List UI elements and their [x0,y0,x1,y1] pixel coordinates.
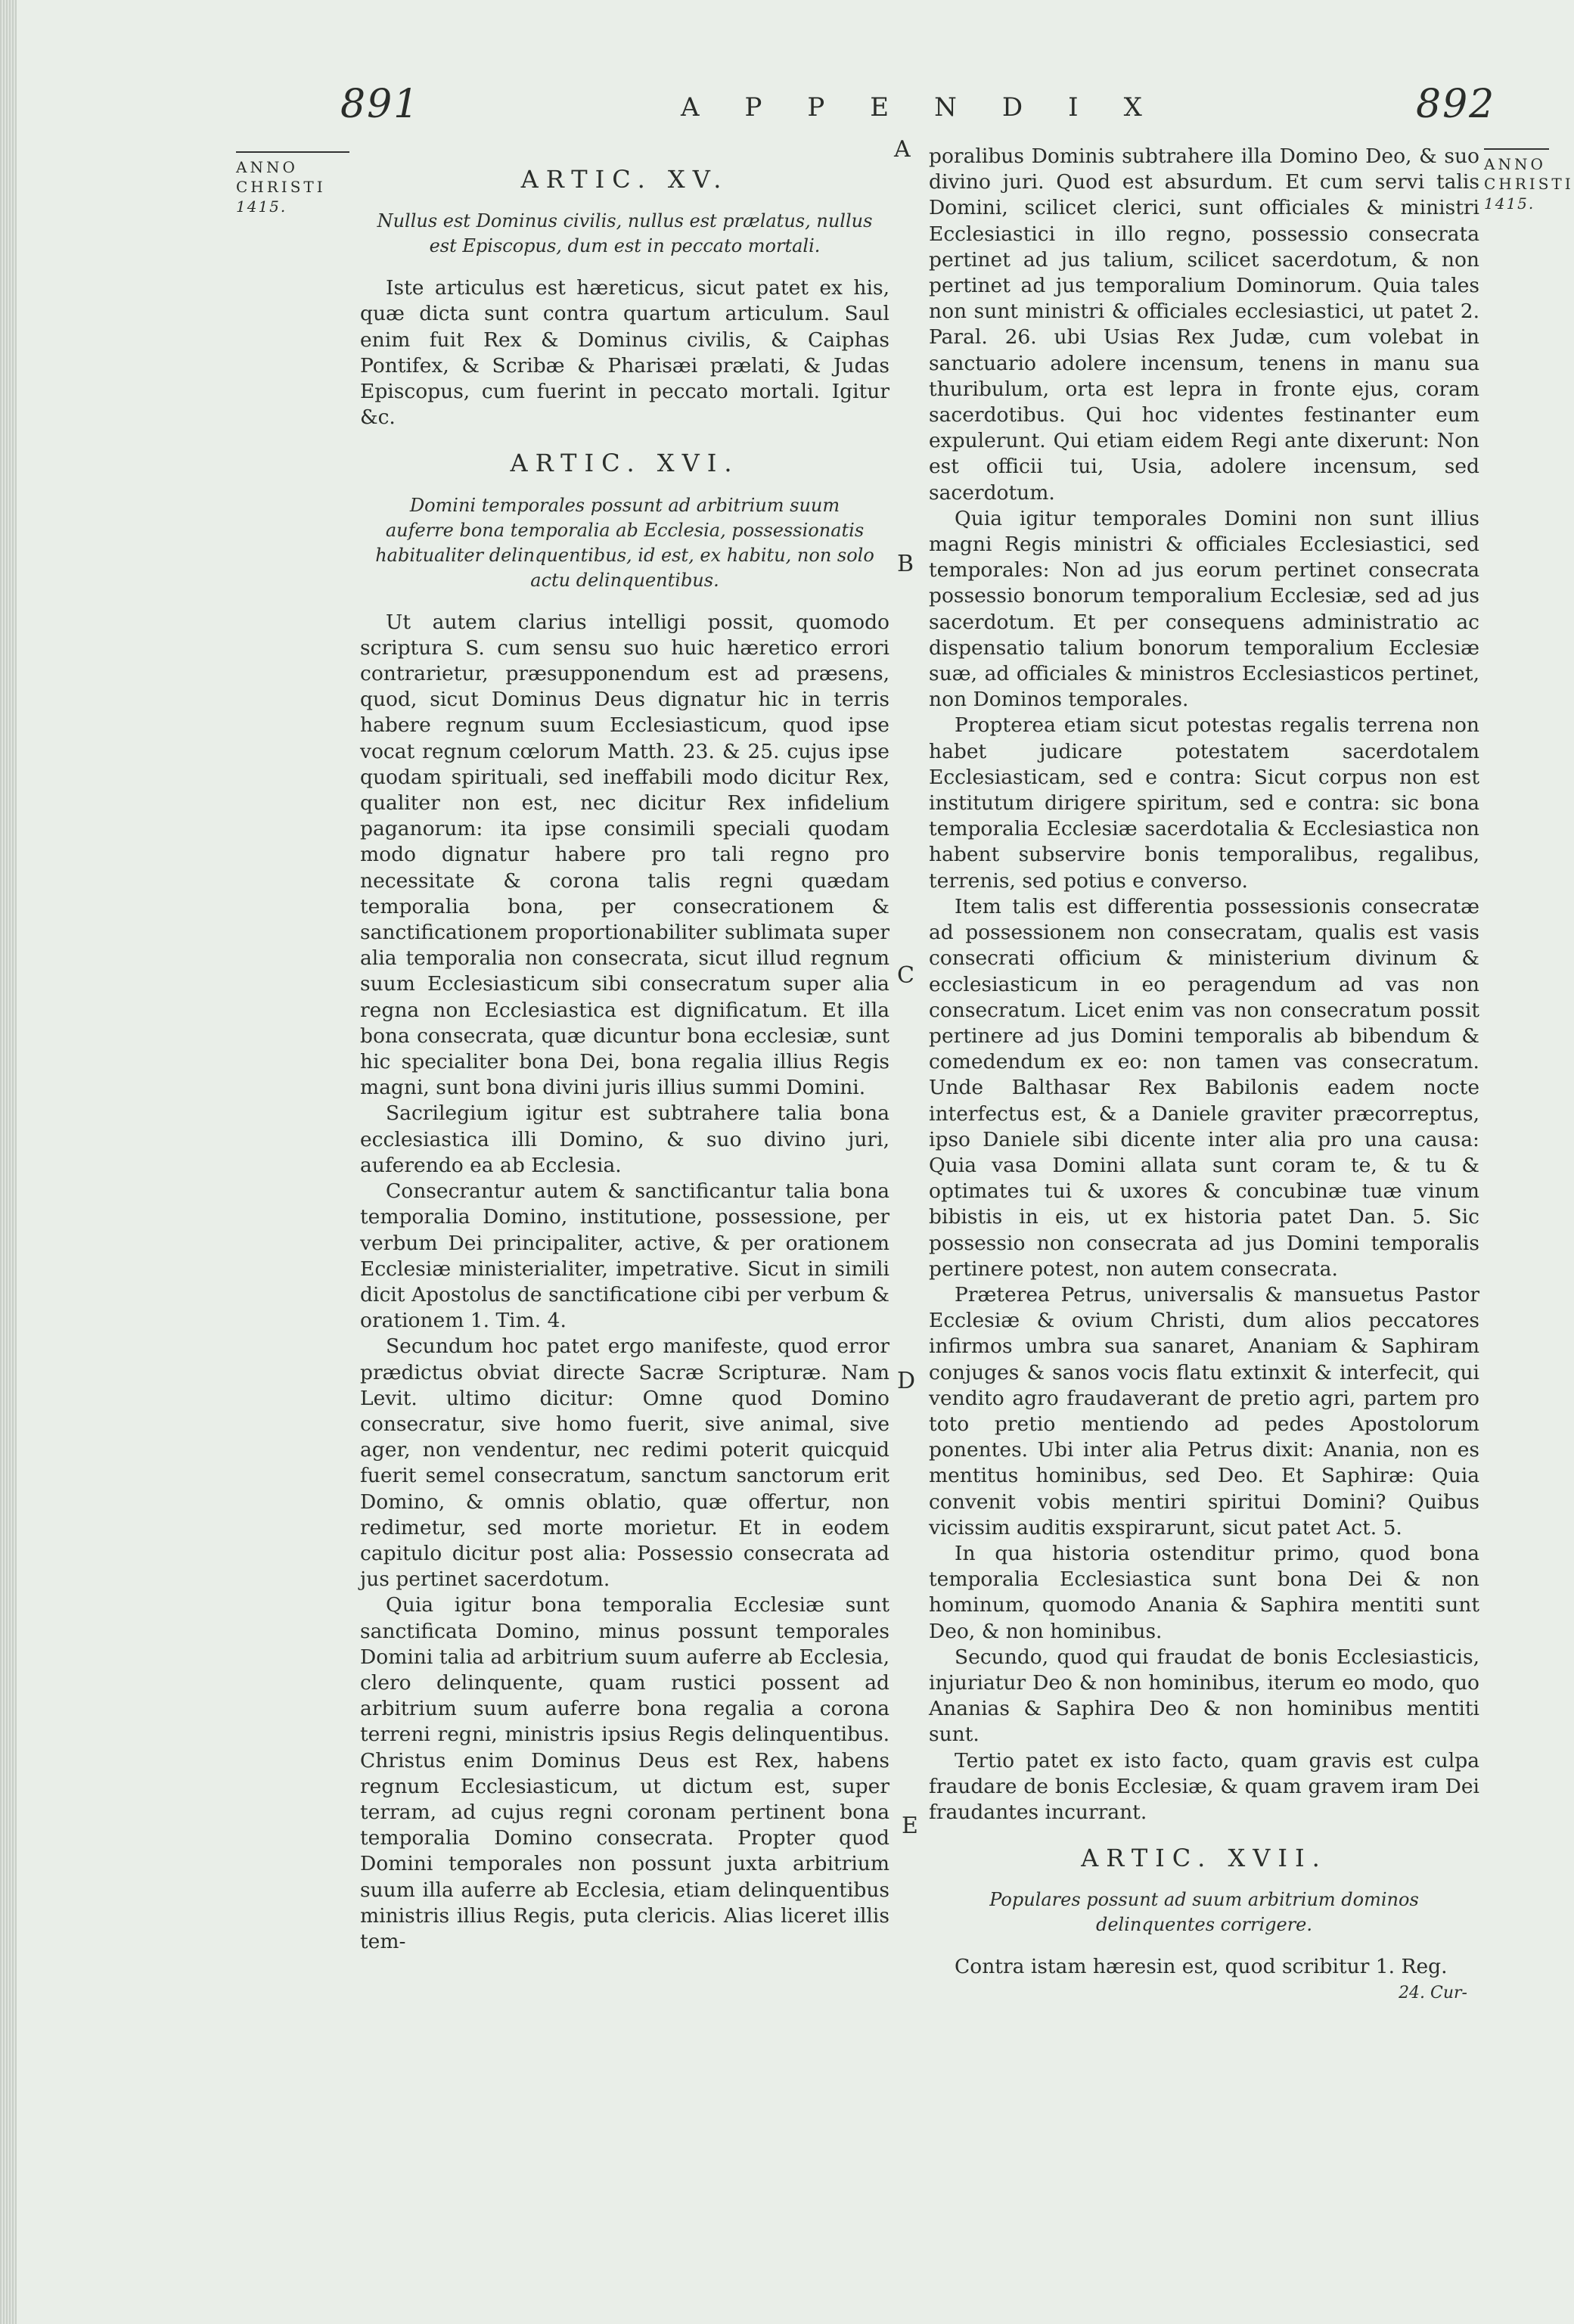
margin-year: 1415. [1484,194,1535,213]
book-page-edge [0,0,17,2324]
paragraph: Item talis est differentia possessionis consecratæ ad possessionem non consecratam, qualis est vasis consecrati officium & ministerium divinum & ecclesiasticum in eo peragendum ad vas non consecratum. Licet enim vas non consecratum possit pertinere ad jus Domini temporalis ab bibendum & comedendum ex eo: non tamen vas consecratum. Unde Balthasar Rex Babilonis eadem nocte interfectus est, & a Daniele graviter præcorreptus, ipso Daniele sibi dicente inter alia pro una causa: Quia vasa Domini allata sunt coram te, & tu & optimates tui & uxores & concubinæ tuæ vinum bibistis in eis, ut ex historia patet Dan. 5. Sic possessio non consecrata ad jus Domini temporalis pertinere potest, non autem consecrata. [929,894,1479,1281]
section-letter-c: C [897,962,914,989]
paragraph: Propterea etiam sicut potestas regalis terrena non habet judicare potestatem sacerdotalem Ecclesiasticam, sed e contra: Sicut corpus non est institutum dirigere spiritum, sed e contra: sic bona temporalia Ecclesiæ sacerdotalia & Ecclesiastica non habent subservire bonis temporalibus, regalibus, terrenis, sed potius e converso. [929,713,1479,893]
paragraph: Consecrantur autem & sanctificantur talia bona temporalia Domino, institutione, possessione, per verbum Dei principaliter, active, & per orationem Ecclesiæ ministerialiter, impetrative. Sicut in simili dicit Apostolus de sanctificatione cibi per verbum & orationem 1. Tim. 4. [360,1179,889,1333]
left-column [360,144,889,1955]
margin-label-anno: ANNO [236,158,298,176]
paragraph: In qua historia ostenditur primo, quod bona temporalia Ecclesiastica sunt bona Dei & non hominum, quomodo Anania & Saphira mentiti sunt Deo, & non hominibus. [929,1541,1479,1643]
paragraph: Secundo, quod qui fraudat de bonis Ecclesiasticis, injuriatur Deo & non hominibus, iterum eo modo, quo Ananias & Saphira Deo & non hominibus mentiti sunt. [929,1645,1479,1747]
margin-label-christi: CHRISTI [1484,175,1574,193]
article-heading: ARTIC. XVII. [1081,1844,1327,1873]
article-heading: ARTIC. XV. [520,165,729,194]
paragraph: Iste articulus est hæreticus, sicut patet ex his, quæ dicta sunt contra quartum articulum. Saul enim fuit Rex & Dominus civilis, & Caiphas Pontifex, & Scribæ & Pharisæi prælati, & Judas Episcopus, cum fuerint in peccato mortali. Igitur &c. [360,276,889,430]
paragraph: Quia igitur temporales Domini non sunt illius magni Regis ministri & officiales Ecclesiastici, sed temporales: Non ad jus eorum pertinet consecrata possessio bonorum temporalium Ecclesiæ, sed ad jus sacerdotum. Et per consequens administratio ac dispensatio talium bonorum temporalium Ecclesiæ suæ, ad officiales & ministros Ecclesiasticos pertinet, non Dominos temporales. [929,506,1479,712]
paragraph: Quia igitur bona temporalia Ecclesiæ sunt sanctificata Domino, minus possunt temporales Domini talia ad arbitrium suum auferre ab Ecclesia, clero delinquente, quam rustici possent ad arbitrium suum auferre bona regalia a corona terreni regni, ministris ipsius Regis delinquentibus. Christus enim Dominus Deus est Rex, habens regnum Ecclesiasticum, ut dictum est, super terram, ad cujus regni coronam pertinent bona temporalia Domino consecrata. Propter quod Domini temporales non possunt juxta arbitrium suum illa auferre ab Ecclesia, etiam delinquentibus ministris illius Regis, puta clericis. Alias liceret illis tem- [360,1593,889,1953]
margin-label-anno: ANNO [1484,155,1546,173]
page-number-left: 891 [340,82,421,127]
paragraph: Secundum hoc patet ergo manifeste, quod error prædictus obviat directe Sacræ Scripturæ. Nam Levit. ultimo dicitur: Omne quod Domino consecratur, sive homo fuerit, sive animal, sive ager, non vendentur, nec redimi poterit quicquid fuerit semel consecratum, sanctum sanctorum erit Domino, & omnis oblatio, quæ offertur, non redimetur, sed morte morietur. Et in eodem capitulo dicitur post alia: Possessio consecrata ad jus pertinet sacerdotum. [360,1334,889,1592]
paragraph: Sacrilegium igitur est subtrahere talia bona ecclesiastica illi Domino, & suo divino juri, auferendo ea ab Ecclesia. [360,1101,889,1177]
section-letter-d: D [897,1368,916,1394]
article-heading: ARTIC. XVI. [510,449,740,478]
section-letter-b: B [897,551,914,577]
article-thesis: Populares possunt ad suum arbitrium dominos delinquentes corrigere. [989,1889,1419,1936]
paragraph: Ut autem clarius intelligi possit, quomodo scriptura S. cum sensu suo huic hæretico errori contrarietur, præsupponendum est ad præsens, quod, sicut Dominus Deus dignatur hic in terris habere regnum suum Ecclesiasticum, quod ipse vocat regnum cœlorum Matth. 23. & 25. cujus ipse quodam spirituali, sed ineffabili modo dicitur Rex, qualiter non est, nec dicitur Rex infidelium paganorum: ita ipse consimili speciali quodam modo dignatur habere pro tali regno pro necessitate & corona talis regni quædam temporalia bona, per consecrationem & sanctificationem proportionabiliter sublimata super alia temporalia non consecrata, sicut illud regnum suum Ecclesiasticum sibi consecratum super alia regna non Ecclesiastica est dignificatum. Et illa bona consecrata, quæ dicuntur bona ecclesiæ, sunt hic specialiter bona Dei, bona regalia illius Regis magni, sunt bona divini juris illius summi Domini. [360,610,889,1100]
paragraph: Tertio patet ex isto facto, quam gravis est culpa fraudare de bonis Ecclesiæ, & quam gravem iram Dei fraudantes incurrant. [929,1748,1479,1824]
paragraph: poralibus Dominis subtrahere illa Domino Deo, & suo divino juri. Quod est absurdum. Et cum servi talis Domini, scilicet clerici, sunt officiales & ministri Ecclesiastici in illo regno, possessio consecrata pertinet ad jus talium, scilicet sacerdotum, & non pertinet ad jus temporalium Dominorum. Quia tales non sunt ministri & officiales ecclesiastici, ut patet 2. Paral. 26. ubi Usias Rex Judæ, cum volebat in sanctuario adolere incensum, tenens in manu sua thuribulum, orta est lepra in fronte ejus, coram sacerdotibus. Qui hoc videntes festinanter eum expulerunt. Qui etiam eidem Regi ante dixerunt: Non est officii tui, Usia, adolere incensum, sed sacerdotum. [929,144,1479,505]
catchword: 24. Cur- [1399,1983,1467,2002]
page-header [0,82,1549,135]
margin-year: 1415. [236,197,287,216]
article-thesis: Nullus est Dominus civilis, nullus est prælatus, nullus est Episcopus, dum est in peccato mortali. [377,210,873,257]
section-letter-e: E [902,1813,918,1839]
margin-note-left [236,151,349,216]
section-letter-a: A [894,136,911,163]
running-head: APPENDIX [681,92,1187,123]
margin-note-right [1484,148,1574,213]
paragraph: Præterea Petrus, universalis & mansuetus Pastor Ecclesiæ & ovium Christi, dum alios peccatores infirmos umbra sua sanaret, Ananiam & Saphiram conjuges & sanos vocis flatu extinxit & interfecit, qui vendito agro fraudaverant de pretio agri, partem pro toto pretio mentiendo ad pedes Apostolorum ponentes. Ubi inter alia Petrus dixit: Anania, non es mentitus hominibus, sed Deo. Et Saphiræ: Quia convenit vobis mentiri spiritui Domini? Quibus vicissim auditis exspirarunt, sicut patet Act. 5. [929,1282,1479,1539]
right-column [929,144,1479,2006]
page-number-right: 892 [1416,82,1496,127]
margin-label-christi: CHRISTI [236,178,326,196]
paragraph: Contra istam hæresin est, quod scribitur 1. Reg. [955,1955,1448,1979]
article-thesis: Domini temporales possunt ad arbitrium suum auferre bona temporalia ab Ecclesia, possessionatis habitualiter delinquentibus, id est, ex habitu, non solo actu delinquentibus. [375,494,874,591]
